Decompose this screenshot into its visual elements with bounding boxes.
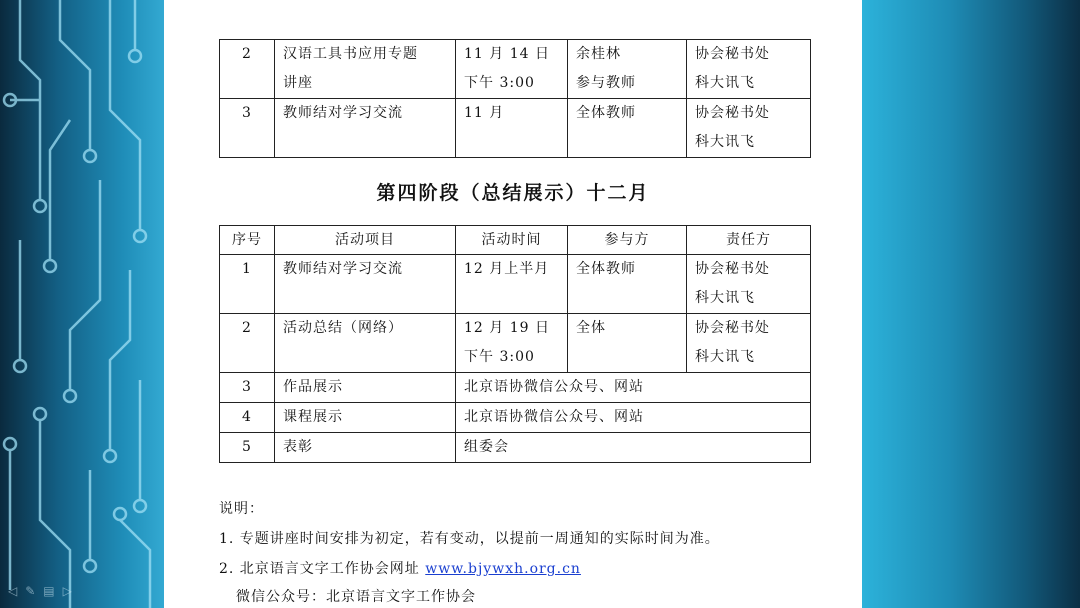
table-row [220, 40, 811, 99]
right-background-panel [862, 0, 1080, 608]
merged-cell: 北京语协微信公众号、网站 [456, 373, 811, 403]
merged-cell: 组委会 [456, 433, 811, 463]
row-number: 1 [220, 255, 275, 314]
responsible-cell: 协会秘书处 科大讯飞 [687, 40, 811, 99]
participants-cell: 余桂林 参与教师 [568, 40, 687, 99]
row-number: 4 [220, 403, 275, 433]
pen-icon[interactable]: ✎ [25, 584, 36, 598]
table-row [220, 255, 811, 314]
circuit-pattern-icon [0, 0, 164, 608]
header-responsible: 责任方 [687, 226, 811, 255]
left-circuit-decoration [0, 0, 164, 608]
note-item-2 [219, 558, 581, 578]
notes-heading: 说明： [219, 501, 264, 517]
time-cell: 12 月 19 日 下午 3:00 [456, 314, 568, 373]
activity-cell: 表彰 [275, 433, 456, 463]
next-slide-icon[interactable]: ▷ [62, 584, 72, 598]
merged-cell: 北京语协微信公众号、网站 [456, 403, 811, 433]
activity-table-continued [219, 39, 811, 158]
website-link[interactable]: www.bjywxh.org.cn [425, 561, 581, 577]
table-row [220, 314, 811, 373]
row-number: 5 [220, 433, 275, 463]
header-participants: 参与方 [568, 226, 687, 255]
time-cell: 11 月 14 日 下午 3:00 [456, 40, 568, 99]
stage4-table [219, 225, 811, 463]
participants-cell: 全体教师 [568, 255, 687, 314]
activity-cell: 作品展示 [275, 373, 456, 403]
row-number: 3 [220, 373, 275, 403]
time-cell: 12 月上半月 [456, 255, 568, 314]
note-item-3: 微信公众号：北京语言文字工作协会 [236, 589, 476, 605]
row-number: 2 [220, 314, 275, 373]
activity-cell: 汉语工具书应用专题 讲座 [275, 40, 456, 99]
participants-cell: 全体 [568, 314, 687, 373]
header-time: 活动时间 [456, 226, 568, 255]
table-row [220, 433, 811, 463]
activity-cell: 教师结对学习交流 [275, 255, 456, 314]
participants-cell: 全体教师 [568, 99, 687, 158]
responsible-cell: 协会秘书处 科大讯飞 [687, 314, 811, 373]
table-row [220, 373, 811, 403]
activity-cell: 活动总结（网络） [275, 314, 456, 373]
header-no: 序号 [220, 226, 275, 255]
activity-cell: 课程展示 [275, 403, 456, 433]
table-header-row [220, 226, 811, 255]
table-row [220, 403, 811, 433]
stage-title: 第四阶段（总结展示）十二月 [376, 182, 650, 204]
responsible-cell: 协会秘书处 科大讯飞 [687, 255, 811, 314]
prev-slide-icon[interactable]: ◁ [8, 584, 18, 598]
row-number: 2 [220, 40, 275, 99]
slide-nav-controls [8, 584, 72, 598]
note-item-2-text: 2. 北京语言文字工作协会网址 [219, 561, 420, 577]
note-item-1: 1. 专题讲座时间安排为初定，若有变动，以提前一周通知的实际时间为准。 [219, 531, 720, 547]
document-page [164, 0, 862, 608]
table-row [220, 99, 811, 158]
time-cell: 11 月 [456, 99, 568, 158]
row-number: 3 [220, 99, 275, 158]
activity-cell: 教师结对学习交流 [275, 99, 456, 158]
menu-icon[interactable]: ▤ [43, 584, 55, 598]
header-activity: 活动项目 [275, 226, 456, 255]
responsible-cell: 协会秘书处 科大讯飞 [687, 99, 811, 158]
